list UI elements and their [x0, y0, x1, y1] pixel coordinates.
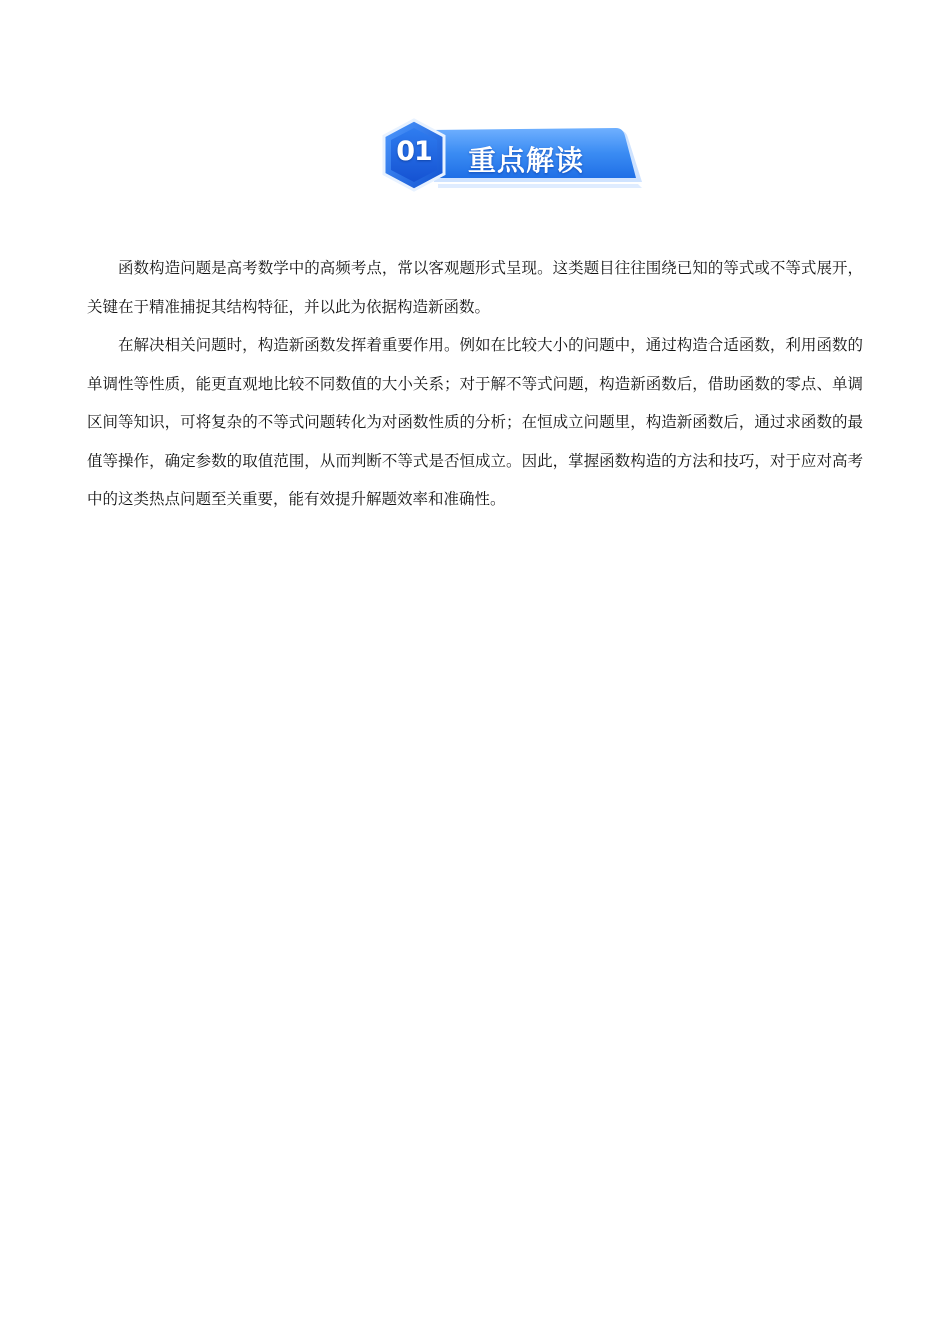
section-title: 重点解读	[468, 144, 585, 177]
body-text	[87, 249, 863, 519]
paragraph-intro: 函数构造问题是高考数学中的高频考点，常以客观题形式呈现。这类题目往往围绕已知的等式或不等式展开，关键在于精准捕捉其结构特征，并以此为依据构造新函数。	[87, 259, 863, 316]
paragraph-detail: 在解决相关问题时，构造新函数发挥着重要作用。例如在比较大小的问题中，通过构造合适函数，利用函数的单调性等性质，能更直观地比较不同数值的大小关系；对于解不等式问题，构造新函数后，借助函数的零点、单调区间等知识，可将复杂的不等式问题转化为对函数性质的分析；在恒成立问题里，构造新函数后，通过求函数的最值等操作，确定参数的取值范围，从而判断不等式是否恒成立。因此，掌握函数构造的方法和技巧，对于应对高考中的这类热点问题至关重要，能有效提升解题效率和准确性。	[87, 336, 863, 508]
section-header-badge	[380, 116, 646, 200]
section-number: 01	[396, 136, 432, 167]
